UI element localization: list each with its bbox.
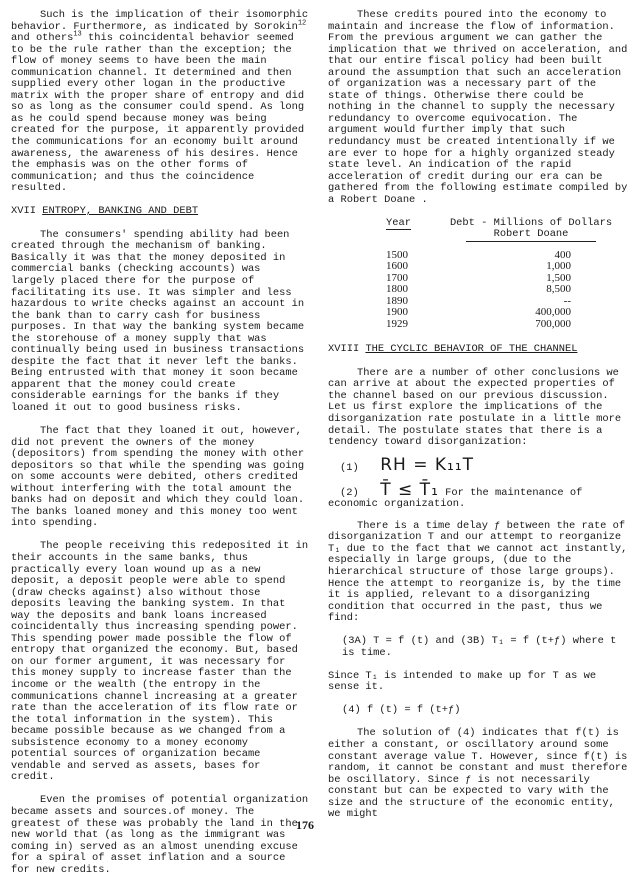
debt-cell: 400 [554,248,571,261]
table-row [386,319,616,331]
debt-cell: 400,000 [535,306,571,319]
footnote-ref: 12 [297,19,307,28]
equation-handwritten: T̄ ≤ T̄₁ [380,479,439,500]
section-heading-xvii [11,206,309,218]
equation-handwritten: RH = K₁₁T [380,455,475,476]
section-title: THE CYCLIC BEHAVIOR OF THE CHANNEL [365,343,578,356]
header-text: Debt - Millions of Dollars [449,216,613,229]
paragraph-promises: Even the promises of potential organization became assets and sources.of money. The greatest of these was probably the land in the new world that (as long as the immigrant was coming in) served as an almost unending excuse for a spiral of asset inflation and a source for new credits. [11,794,309,876]
left-column [11,10,309,888]
year-cell: 1890 [386,294,408,307]
year-cell: 1929 [386,317,408,330]
table-row [386,296,616,308]
equation-2 [328,479,628,511]
header-source: Robert Doane [466,229,597,242]
section-heading-xviii [328,344,628,356]
paragraph-text: Such is the implication of their isomorphic behavior. Furthermore, as indicated by Sorokin [11,9,309,33]
section-number: XVII [11,205,36,218]
paragraph-banking: The consumers' spending ability had been created through the mechanism of banking. Basically it was that the money deposited in commercial banks (checking accounts) was largely placed there for the purpose of facilitating its use. It was simpler and less hazardous to write checks against an account in the bank than to carry cash for business purposes. In that way the banking system became the storehouse of a money supply that was continually being used in business transactions despite the fact that it never left the banks. Being entrusted with that money it soon became apparent that the money could create considerable earnings for the banks if they loaned it out to good business risks. [11,228,305,414]
year-cell: 1700 [386,271,408,284]
debt-cell: -- [563,294,571,307]
debt-cell: 700,000 [535,317,571,330]
section-number: XVIII [328,343,360,356]
equation-caption: For the maintenance of economic organization. [328,486,583,511]
debt-cell: 1,000 [546,260,571,273]
section-title: ENTROPY, BANKING AND DEBT [42,205,199,218]
header-text: Year [386,216,411,229]
year-cell: 1600 [386,260,408,273]
page-number: 176 [296,818,314,832]
paragraph-solution: The solution of (4) indicates that f(t) is either a constant, or oscillatory around some constant average value T. However, since f(t) is random, it cannot be constant and must therefore be oscillatory. Since ƒ is not necessarily constant but can be expected to vary with the size and the structure of the economic entity, we might [328,727,628,821]
footnote-ref: 13 [73,30,82,39]
paragraph-since: Since T₁ is intended to make up for T as we sense it. [328,669,597,694]
table-row [386,250,616,262]
table-row [386,273,616,285]
equation-3: (3A) T = f (t) and (3B) T₁ = f (t+ƒ) where t is time. [342,635,617,659]
year-cell: 1900 [386,306,408,319]
table-header-debt [446,218,616,242]
table-row [386,284,616,296]
equation-number: (1) [340,462,359,475]
right-column [328,10,628,832]
table-row [386,307,616,319]
equation-number: (2) [340,486,359,499]
debt-cell: 8,500 [546,283,571,296]
paragraph-credits: These credits poured into the economy to maintain and increase the flow of information. From the previous argument we can gather the implication that we thrived on acceleration, and that our entire fiscal policy had been built around the assumption that such an acceleration of organization was a necessary part of the state of things. Otherwise there could be nothing in the channel to supply the necessary redundancy to overcome equivocation. The argument would further imply that such redundancy must be created intentionally if we are ever to hope for a highly organized steady state level. An indication of the rapid acceleration of credit during our era can be gathered from the following estimate compiled by a Robert Doane . [328,9,628,206]
table-row [386,261,616,273]
paragraph-isomorphic-behavior [11,10,309,195]
paragraph-conclusions: There are a number of other conclusions we can arrive at about the expected properties of the channel based on our previous discussion. Let us first explore the implications of the disorganization rate postulate in a little more detail. The postulate states that there is a tendency toward disorganization: [328,366,622,449]
equation-1 [328,455,628,476]
table-header-year [386,218,446,242]
paragraph-redeposit: The people receiving this redeposited it in their accounts in the same banks, thus practically every loan wound up as a new deposit, a deposit people were able to spend (draw checks against) also without those deposits leaving the banking system. In that way the deposits and bank loans increased coincidentally thus increasing spending power. This spending power made possible the flow of entropy that organized the economy. But, based on our former argument, it was necessary for this money supply to increase faster than the income or the wealth (the entropy in the communications channel increasing at a greater rate than the acceleration of its flow rate or the total information in the system). This became possible because as we changed from a subsistence economy to a money economy potential sources of organization became vendable and served as assets, bases for credit. [11,540,309,784]
equation-4: (4) f (t) = f (t+ƒ) [342,704,461,717]
paragraph-text: and others [11,32,74,45]
paragraph-time-delay: There is a time delay ƒ between the rate of disorganization T and our attempt to reorganize T₁ due to the fact that we cannot act instantly, especially in large groups, (due to the hierarchical structure of those large groups). Hence the attempt to reorganize is, by the time it is applied, relevant to a disorganizing condition that occurred in the past, thus we find: [328,519,628,625]
paragraph-loans: The fact that they loaned it out, however, did not prevent the owners of the money (depositors) from spending the money with other depositors so that while the spending was going on some accounts were debited, others credited without interfering with the total amount the banks had on deposit and which they could loan. The banks loaned money and this money too went into spending. [11,425,305,530]
debt-table [386,218,616,331]
debt-cell: 1,500 [546,271,571,284]
year-cell: 1800 [386,283,408,296]
paragraph-text: this coincidental behavior seemed to be the rule rather than the exception; the flow of money seems to have been the main communication channel. It determined and then supplied every other logan in the productive matrix with the proper share of entropy and did so as long as the consumer could spend. As long as he could spend because money was being created for the purpose, it apparently provided the communications for an economy built around awareness, the awareness of his desires. Hence the emphasis was on the other forms of communication; and thus the coincidence resulted. [11,32,305,195]
year-cell: 1500 [386,248,408,261]
